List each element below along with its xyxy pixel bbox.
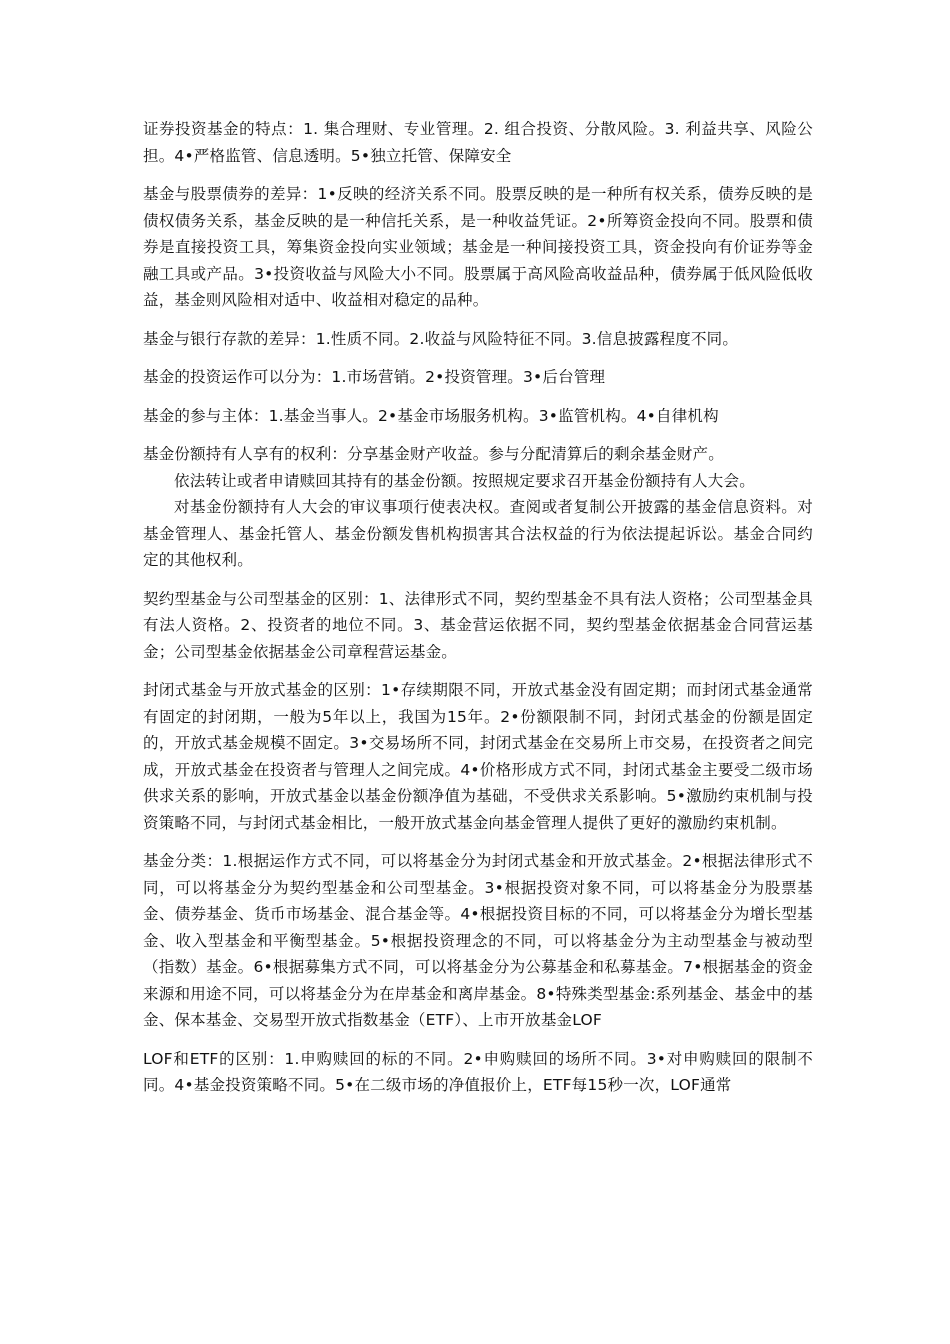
paragraph-fund-vs-stocks-bonds: 基金与股票债券的差异：1•反映的经济关系不同。股票反映的是一种所有权关系，债券反映的是债权债务关系，基金反映的是一种信托关系，是一种收益凭证。2•所筹资金投向不同。股票和债券是直接投资工具，筹集资金投向实业领域；基金是一种间接投资工具，资金投向有价证券等金融工具或产品。3•投资收益与风险大小不同。股票属于高风险高收益品种，债券属于低风险低收益，基金则风险相对适中、收益相对稳定的品种。 [143, 185, 813, 309]
paragraph-fund-participants: 基金的参与主体：1.基金当事人。2•基金市场服务机构。3•监管机构。4•自律机构 [143, 406, 719, 425]
paragraph-fund-operations: 基金的投资运作可以分为：1.市场营销。2•投资管理。3•后台管理 [143, 368, 606, 386]
document-page [143, 116, 813, 1111]
paragraph-closed-vs-open: 封闭式基金与开放式基金的区别：1•存续期限不同，开放式基金没有固定期；而封闭式基金通常有固定的封闭期，一般为5年以上，我国为15年。2•份额限制不同，封闭式基金的份额是固定的，开放式基金规模不固定。3•交易场所不同，封闭式基金在交易所上市交易，在投资者之间完成，开放式基金在投资者与管理人之间完成。4•价格形成方式不同，封闭式基金主要受二级市场供求关系的影响，开放式基金以基金份额净值为基础，不受供求关系影响。5•激励约束机制与投资策略不同，与封闭式基金相比，一般开放式基金向基金管理人提供了更好的激励约束机制。 [143, 681, 813, 832]
paragraph-holder-rights-3: 对基金份额持有人大会的审议事项行使表决权。查阅或者复制公开披露的基金信息资料。对基金管理人、基金托管人、基金份额发售机构损害其合法权益的行为依法提起诉讼。基金合同约定的其他权利。 [143, 498, 813, 569]
paragraph-fund-features: 证券投资基金的特点：1. 集合理财、专业管理。2. 组合投资、分散风险。3. 利益共享、风险公担。4•严格监管、信息透明。5•独立托管、保障安全 [143, 120, 813, 165]
paragraph-fund-classification: 基金分类：1.根据运作方式不同，可以将基金分为封闭式基金和开放式基金。2•根据法律形式不同，可以将基金分为契约型基金和公司型基金。3•根据投资对象不同，可以将基金分为股票基金、债券基金、货币市场基金、混合基金等。4•根据投资目标的不同，可以将基金分为增长型基金、收入型基金和平衡型基金。5•根据投资理念的不同，可以将基金分为主动型基金与被动型（指数）基金。6•根据募集方式不同，可以将基金分为公募基金和私募基金。7•根据基金的资金来源和用途不同，可以将基金分为在岸基金和离岸基金。8•特殊类型基金:系列基金、基金中的基金、保本基金、交易型开放式指数基金（ETF）、上市开放基金LOF [143, 852, 813, 1029]
paragraph-fund-vs-bank-deposit: 基金与银行存款的差异：1.性质不同。2.收益与风险特征不同。3.信息披露程度不同。 [143, 329, 739, 348]
paragraph-holder-rights-2: 依法转让或者申请赎回其持有的基金份额。按照规定要求召开基金份额持有人大会。 [174, 471, 755, 490]
paragraph-lof-vs-etf: LOF和ETF的区别：1.申购赎回的标的不同。2•申购赎回的场所不同。3•对申购赎回的限制不同。4•基金投资策略不同。5•在二级市场的净值报价上，ETF每15秒一次，LOF通常 [143, 1049, 813, 1094]
paragraph-contract-vs-corporate: 契约型基金与公司型基金的区别：1、法律形式不同，契约型基金不具有法人资格；公司型基金具有法人资格。2、投资者的地位不同。3、基金营运依据不同，契约型基金依据基金合同营运基金；公司型基金依据基金公司章程营运基金。 [143, 589, 813, 661]
paragraph-holder-rights-1: 基金份额持有人享有的权利：分享基金财产收益。参与分配清算后的剩余基金财产。 [143, 445, 724, 463]
